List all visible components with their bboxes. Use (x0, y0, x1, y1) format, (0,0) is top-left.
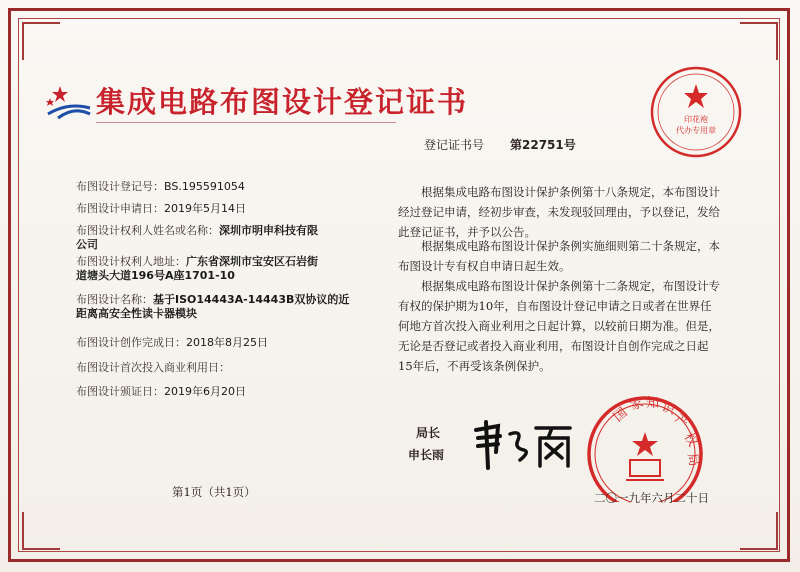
signatory-name: 申长雨 (408, 448, 445, 462)
field-label: 布图设计登记号： (76, 180, 164, 193)
field-value: 深圳市明申科技有限 (219, 224, 318, 237)
field-issue-date (76, 385, 246, 399)
field-first-use (76, 361, 230, 375)
body-paragraph: 根据集成电路布图设计保护条例实施细则第二十条规定，本布图设计专有权自申请日起生效。 (398, 239, 720, 273)
corner-ornament (22, 22, 60, 60)
field-design-name-cont (76, 307, 197, 321)
field-value: 公司 (76, 238, 98, 251)
field-value: 基于ISO14443A-14443B双协议的近 (153, 293, 350, 306)
agency-seal-icon (646, 62, 746, 162)
field-label: 布图设计首次投入商业利用日： (76, 361, 230, 374)
field-reg-no (76, 180, 245, 194)
svg-text:家: 家 (628, 395, 646, 414)
svg-text:印花袍: 印花袍 (684, 115, 708, 124)
field-apply-date (76, 202, 246, 216)
field-value: BS.195591054 (164, 180, 245, 193)
svg-text:产: 产 (671, 411, 692, 432)
corner-ornament (740, 22, 778, 60)
field-label: 布图设计权利人姓名或名称： (76, 224, 219, 237)
corner-ornament (740, 512, 778, 550)
registration-number-label: 登记证书号 (424, 138, 485, 152)
field-label: 布图设计权利人地址： (76, 255, 186, 268)
cnipa-logo-icon (44, 84, 92, 120)
handwritten-signature-icon (470, 416, 580, 476)
body-paragraph: 根据集成电路布图设计保护条例第十二条规定，布图设计专有权的保护期为10年，自布图设计登记申请之日或者在世界任何地方首次投入商业利用之日起计算，以较前日期为准。但是，无论是否登记或者投入商业利用，布图设计自创作完成之日起15年后，不再受该条例保护。 (398, 279, 720, 373)
national-ip-seal-icon (578, 388, 712, 502)
registration-number-value: 第22751号 (510, 138, 576, 152)
svg-text:代办专用章: 代办专用章 (676, 126, 716, 135)
svg-text:局: 局 (684, 452, 702, 468)
field-create-date (76, 336, 268, 350)
issue-date-signature: 二〇一九年六月二十日 (594, 491, 709, 505)
field-value: 2019年5月14日 (164, 202, 246, 215)
corner-ornament (22, 512, 60, 550)
field-label: 布图设计颁证日： (76, 385, 164, 398)
field-label: 布图设计申请日： (76, 202, 164, 215)
body-paragraph: 根据集成电路布图设计保护条例第十八条规定，本布图设计经过登记申请，经初步审查，未发现驳回理由，予以登记，发给此登记证书，并予以公告。 (398, 185, 720, 239)
field-value: 广东省深圳市宝安区石岩街 (186, 255, 318, 268)
field-value: 2018年8月25日 (186, 336, 268, 349)
svg-text:国: 国 (610, 405, 631, 426)
svg-text:权: 权 (680, 430, 701, 450)
field-label: 布图设计创作完成日： (76, 336, 186, 349)
svg-text:识: 识 (659, 399, 677, 419)
field-value: 道塘头大道196号A座1701-10 (76, 269, 235, 282)
svg-text:知: 知 (646, 396, 660, 411)
field-value: 距离高安全性读卡器模块 (76, 307, 197, 320)
page-number: 第1页（共1页） (172, 485, 256, 499)
field-value: 2019年6月20日 (164, 385, 246, 398)
field-owner (76, 224, 318, 238)
field-label: 布图设计名称： (76, 293, 153, 306)
certificate-title: 集成电路布图设计登记证书 (96, 85, 469, 119)
field-address-cont (76, 269, 235, 283)
title-underline (96, 122, 396, 123)
field-design-name (76, 293, 349, 307)
field-address (76, 255, 318, 269)
signatory-title: 局长 (416, 426, 441, 440)
field-owner-cont (76, 238, 98, 252)
